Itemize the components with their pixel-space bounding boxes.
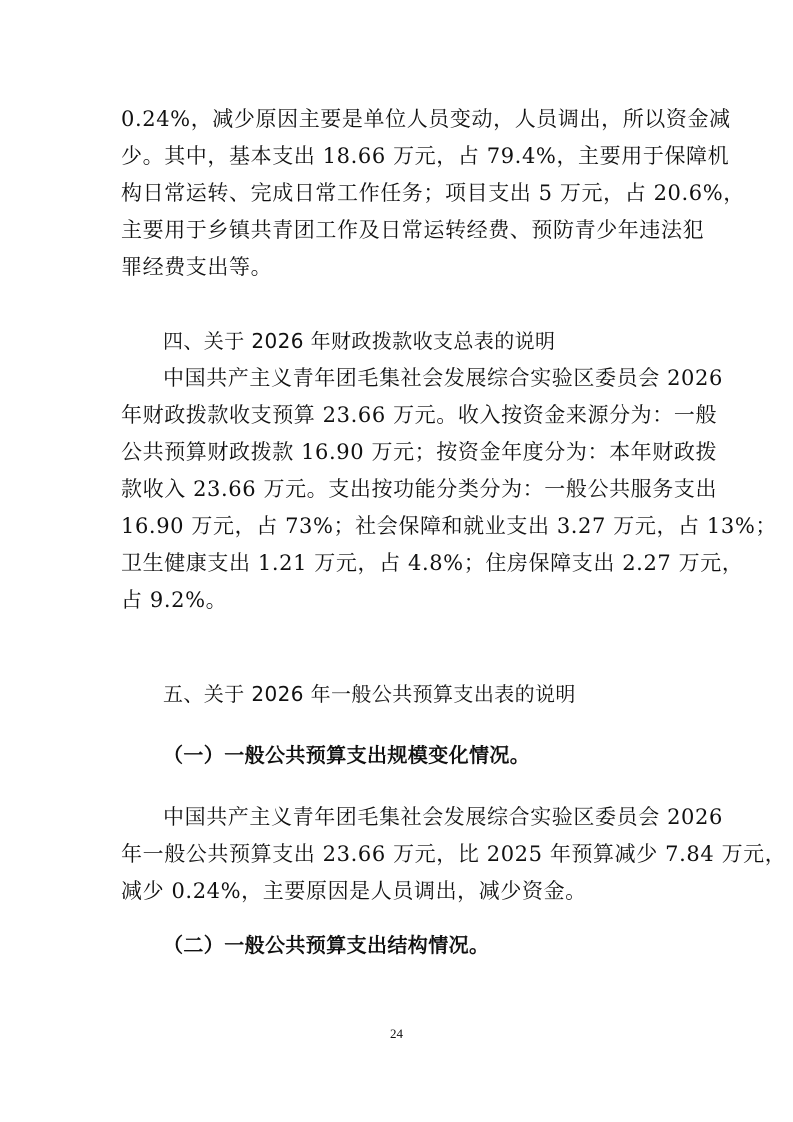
section-5-heading: 五、关于 2026 年一般公共预算支出表的说明 [163,682,576,706]
paragraph-line: 减少 0.24%，主要原因是人员调出，减少资金。 [121,879,587,903]
paragraph-line: 款收入 23.66 万元。支出按功能分类分为：一般公共服务支出 [121,477,718,501]
paragraph-line: 少。其中，基本支出 18.66 万元，占 79.4%，主要用于保障机 [121,144,730,168]
paragraph-line: 主要用于乡镇共青团工作及日常运转经费、预防青少年违法犯 [121,218,705,242]
paragraph-line: 卫生健康支出 1.21 万元，占 4.8%；住房保障支出 2.27 万元， [121,551,744,575]
section-4-heading: 四、关于 2026 年财政拨款收支总表的说明 [163,329,556,353]
paragraph-line: 0.24%，减少原因主要是单位人员变动，人员调出，所以资金减 [121,107,731,131]
paragraph-line: 年一般公共预算支出 23.66 万元，比 2025 年预算减少 7.84 万元， [121,842,787,866]
paragraph-line: 中国共产主义青年团毛集社会发展综合实验区委员会 2026 [163,366,723,390]
paragraph-line: 16.90 万元，占 73%；社会保障和就业支出 3.27 万元，占 13%； [121,514,778,538]
paragraph-line: 占 9.2%。 [121,588,228,612]
paragraph-line: 年财政拨款收支预算 23.66 万元。收入按资金来源分为：一般 [121,403,718,427]
paragraph-line: 公共预算财政拨款 16.90 万元；按资金年度分为：本年财政拨 [121,440,718,464]
paragraph-line: 中国共产主义青年团毛集社会发展综合实验区委员会 2026 [163,805,723,829]
page-number: 24 [390,1026,403,1041]
paragraph-line: 罪经费支出等。 [121,255,273,279]
subsection-heading: （一）一般公共预算支出规模变化情况。 [163,743,531,767]
subsection-heading: （二）一般公共预算支出结构情况。 [163,933,490,957]
paragraph-line: 构日常运转、完成日常工作任务；项目支出 5 万元，占 20.6%， [121,181,745,205]
